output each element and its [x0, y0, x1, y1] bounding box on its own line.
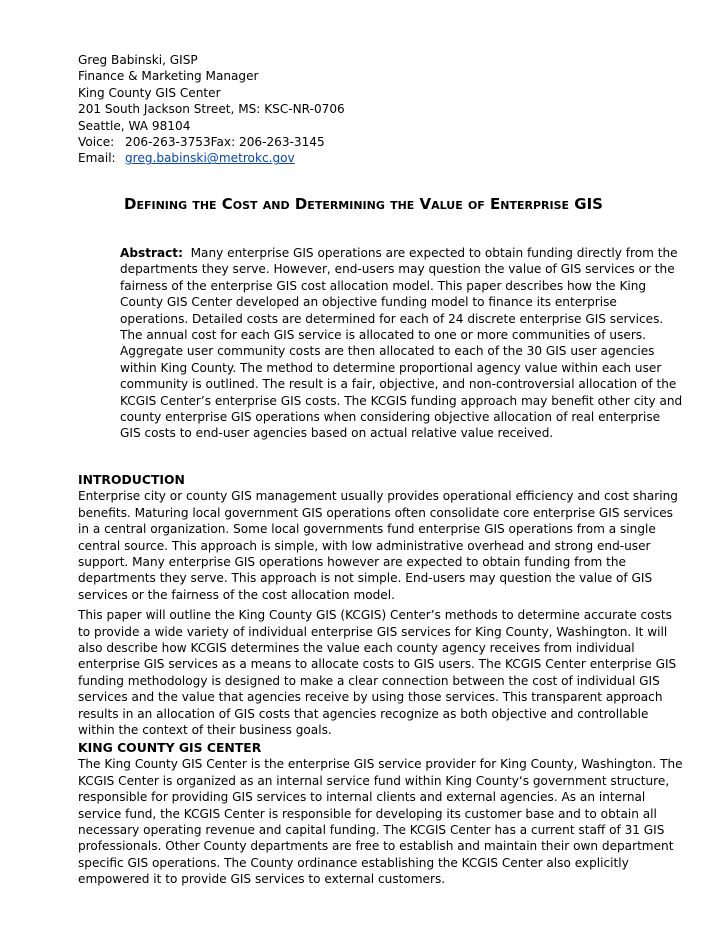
author-organization: King County GIS Center [78, 85, 221, 100]
email-link[interactable]: greg.babinski@metrokc.gov [125, 151, 295, 166]
author-address: 201 South Jackson Street, MS: KSC-NR-0706 [78, 102, 345, 117]
introduction-paragraph-2: This paper will outline the King County GIS (KCGIS) Center’s methods to determine accurate costs to provide a wide variety of individual enterprise GIS services for King County, Washington. It will also describe how KCGIS determines the value each county agency receives from individual enterprise GIS services as a means to allocate costs to GIS users. The KCGIS Center enterprise GIS funding methodology is designed to make a clear connection between the cost of individual GIS services and the value that agencies receive by using those services. This transparent approach results in an allocation of GIS costs that agencies recognize as both objective and controllable within the context of their business goals. [78, 608, 677, 738]
kc-gis-center-section [78, 740, 683, 888]
paper-title: Defining the Cost and Determining the Value of Enterprise GIS [124, 195, 603, 213]
author-block [78, 52, 678, 167]
abstract-text: Many enterprise GIS operations are expected to obtain funding directly from the departments they serve. However, end-users may question the value of GIS services or the fairness of the enterprise GIS cost allocation model. This paper describes how the King County GIS Center developed an objective funding model to finance its enterprise operations. Detailed costs are determined for each of 24 discrete enterprise GIS services. The annual cost for each GIS service is allocated to one or more communities of users. Aggregate user community costs are then allocated to each of the 30 GIS user agencies within King County. The method to determine proportional agency value within each user community is outlined. The result is a fair, objective, and non-controversial allocation of the KCGIS Center’s enterprise GIS costs. The KCGIS funding approach may benefit other city and county enterprise GIS operations when considering objective allocation of real enterprise GIS costs to end-user agencies based on actual relative value received. [120, 246, 683, 441]
voice-label: Voice: [78, 135, 115, 150]
kc-gis-center-heading: KING COUNTY GIS CENTER [78, 740, 262, 755]
author-voice-line [78, 134, 678, 150]
kc-gis-center-paragraph: The King County GIS Center is the enterprise GIS service provider for King County, Washington. The KCGIS Center is organized as an internal service fund within King County‘s government structure, responsible for providing GIS services to internal clients and external agencies. As an internal service fund, the KCGIS Center is responsible for developing its customer base and to obtain all necessary operating revenue and capital funding. The KCGIS Center has a current staff of 31 GIS professionals. Other County departments are free to establish and maintain their own department specific GIS operations. The County ordinance establishing the KCGIS Center also explicitly empowered it to provide GIS services to external customers. [78, 757, 683, 887]
introduction-paragraph-1: Enterprise city or county GIS management usually provides operational efficiency and cost sharing benefits. Maturing local government GIS operations often consolidate core enterprise GIS services in a central organization. Some local governments fund enterprise GIS operations from a single central source. This approach is simple, with low administrative overhead and strong end-user support. Many enterprise GIS operations however are expected to obtain funding from the departments they serve. This approach is not simple. End-users may question the value of GIS services or the fairness of the cost allocation model. [78, 489, 678, 602]
author-email-line [78, 150, 678, 166]
introduction-section [78, 472, 683, 739]
voice-number: 206-263-3753Fax: 206-263-3145 [125, 135, 325, 150]
author-name: Greg Babinski, GISP [78, 53, 198, 67]
email-label: Email: [78, 151, 116, 166]
abstract-block [120, 245, 683, 442]
abstract-label: Abstract: [120, 246, 183, 260]
introduction-heading: INTRODUCTION [78, 472, 185, 487]
author-role: Finance & Marketing Manager [78, 69, 259, 84]
author-city: Seattle, WA 98104 [78, 118, 191, 133]
